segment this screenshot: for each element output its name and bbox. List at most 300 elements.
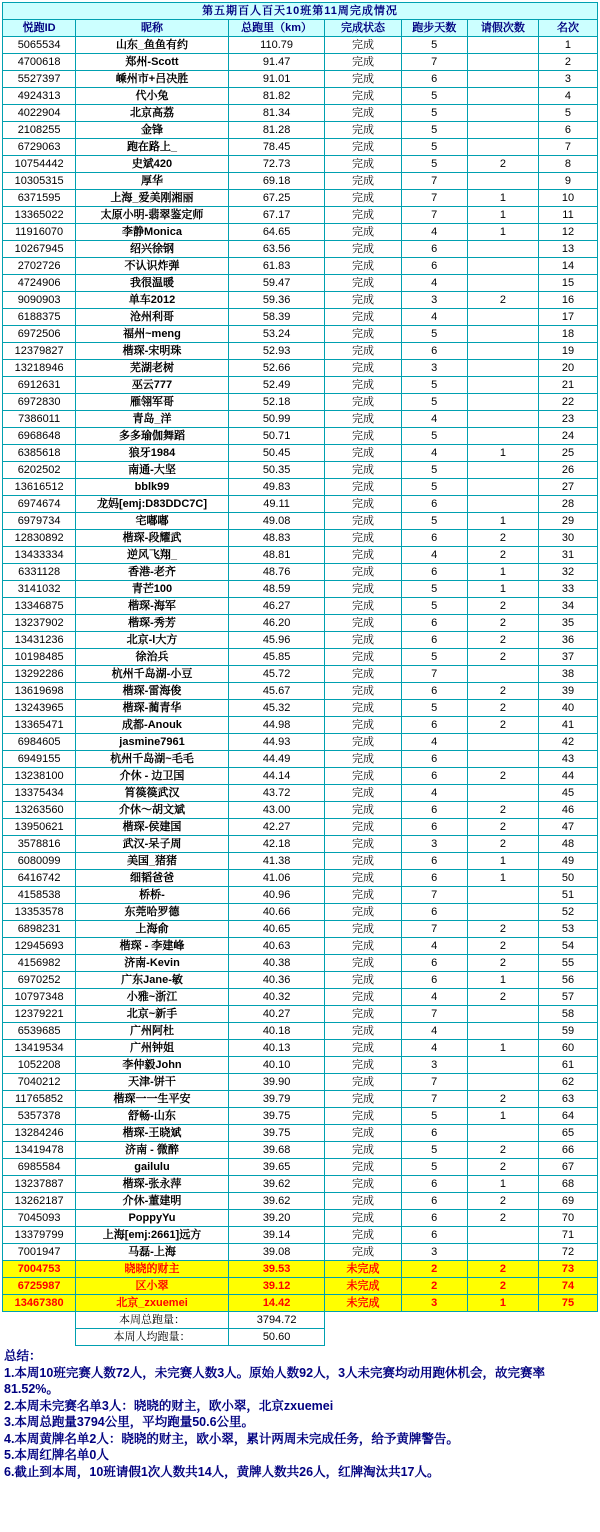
table-row [3, 428, 598, 445]
cell-distance: 67.25 [228, 190, 325, 207]
cell-rank: 23 [538, 411, 597, 428]
cell-rank: 67 [538, 1159, 597, 1176]
cell-status: 完成 [325, 717, 401, 734]
cell-rank: 61 [538, 1057, 597, 1074]
table-row [3, 683, 598, 700]
cell-id: 6984605 [3, 734, 76, 751]
table-row [3, 785, 598, 802]
cell-leaves: 2 [467, 938, 538, 955]
cell-nickname: 广州钟姐 [76, 1040, 229, 1057]
cell-status: 完成 [325, 972, 401, 989]
table-row [3, 751, 598, 768]
cell-status: 完成 [325, 309, 401, 326]
cell-id: 4022904 [3, 105, 76, 122]
cell-rank: 9 [538, 173, 597, 190]
cell-status: 完成 [325, 1244, 401, 1261]
cell-rank: 17 [538, 309, 597, 326]
table-row [3, 190, 598, 207]
cell-status: 完成 [325, 1074, 401, 1091]
average-distance-label: 本周人均跑量： [76, 1329, 229, 1346]
cell-distance: 40.38 [228, 955, 325, 972]
cell-days: 6 [401, 530, 467, 547]
cell-status: 完成 [325, 1006, 401, 1023]
cell-nickname: 天津-饼干 [76, 1074, 229, 1091]
cell-id: 2108255 [3, 122, 76, 139]
cell-id: 11765852 [3, 1091, 76, 1108]
cell-distance: 72.73 [228, 156, 325, 173]
cell-distance: 40.27 [228, 1006, 325, 1023]
table-row [3, 394, 598, 411]
cell-nickname: 青芒100 [76, 581, 229, 598]
cell-rank: 73 [538, 1261, 597, 1278]
cell-leaves: 1 [467, 972, 538, 989]
cell-distance: 44.98 [228, 717, 325, 734]
cell-nickname: 桥桥- [76, 887, 229, 904]
cell-id: 6371595 [3, 190, 76, 207]
cell-nickname: 宅嘟嘟 [76, 513, 229, 530]
cell-status: 完成 [325, 1176, 401, 1193]
cell-nickname: 福州~meng [76, 326, 229, 343]
cell-nickname: 上海俞 [76, 921, 229, 938]
cell-nickname: 楷琛-宋明珠 [76, 343, 229, 360]
cell-rank: 13 [538, 241, 597, 258]
cell-rank: 70 [538, 1210, 597, 1227]
cell-rank: 65 [538, 1125, 597, 1142]
summary-lines [4, 1365, 596, 1481]
table-row [3, 88, 598, 105]
cell-id: 6416742 [3, 870, 76, 887]
cell-nickname: 代小兔 [76, 88, 229, 105]
cell-rank: 12 [538, 224, 597, 241]
cell-id: 10754442 [3, 156, 76, 173]
cell-id: 6729063 [3, 139, 76, 156]
cell-rank: 31 [538, 547, 597, 564]
cell-distance: 40.96 [228, 887, 325, 904]
cell-status: 完成 [325, 1023, 401, 1040]
average-distance-row [3, 1329, 598, 1346]
cell-nickname: 北京高荔 [76, 105, 229, 122]
table-row [3, 275, 598, 292]
cell-status: 完成 [325, 224, 401, 241]
cell-status: 完成 [325, 496, 401, 513]
cell-nickname: 芜湖老树 [76, 360, 229, 377]
cell-id: 10305315 [3, 173, 76, 190]
cell-days: 4 [401, 1023, 467, 1040]
cell-status: 完成 [325, 598, 401, 615]
cell-distance: 48.76 [228, 564, 325, 581]
cell-id: 6202502 [3, 462, 76, 479]
cell-leaves: 2 [467, 530, 538, 547]
cell-leaves [467, 751, 538, 768]
cell-status: 完成 [325, 1210, 401, 1227]
cell-leaves [467, 360, 538, 377]
cell-nickname: 区小翠 [76, 1278, 229, 1295]
cell-status: 完成 [325, 683, 401, 700]
cell-status: 完成 [325, 1227, 401, 1244]
cell-days: 5 [401, 1142, 467, 1159]
cell-status: 完成 [325, 445, 401, 462]
cell-rank: 64 [538, 1108, 597, 1125]
cell-id: 13950621 [3, 819, 76, 836]
cell-days: 7 [401, 921, 467, 938]
cell-status: 完成 [325, 700, 401, 717]
cell-leaves [467, 428, 538, 445]
cell-rank: 11 [538, 207, 597, 224]
cell-id: 13619698 [3, 683, 76, 700]
cell-leaves: 2 [467, 632, 538, 649]
cell-distance: 81.34 [228, 105, 325, 122]
cell-days: 5 [401, 139, 467, 156]
table-row [3, 360, 598, 377]
cell-id: 13379799 [3, 1227, 76, 1244]
cell-id: 6968648 [3, 428, 76, 445]
cell-distance: 81.28 [228, 122, 325, 139]
cell-status: 完成 [325, 666, 401, 683]
cell-leaves: 2 [467, 819, 538, 836]
cell-id: 6331128 [3, 564, 76, 581]
cell-distance: 39.79 [228, 1091, 325, 1108]
cell-rank: 59 [538, 1023, 597, 1040]
cell-id: 6385618 [3, 445, 76, 462]
cell-distance: 45.96 [228, 632, 325, 649]
cell-status: 完成 [325, 275, 401, 292]
cell-status: 完成 [325, 411, 401, 428]
cell-leaves [467, 122, 538, 139]
cell-days: 3 [401, 1295, 467, 1312]
cell-rank: 74 [538, 1278, 597, 1295]
cell-distance: 58.39 [228, 309, 325, 326]
spacer-cell [401, 1312, 467, 1329]
cell-distance: 43.72 [228, 785, 325, 802]
cell-id: 6725987 [3, 1278, 76, 1295]
table-row [3, 1193, 598, 1210]
cell-days: 6 [401, 955, 467, 972]
cell-rank: 60 [538, 1040, 597, 1057]
cell-status: 完成 [325, 105, 401, 122]
cell-status: 未完成 [325, 1295, 401, 1312]
table-row [3, 768, 598, 785]
cell-id: 12379221 [3, 1006, 76, 1023]
cell-id: 13616512 [3, 479, 76, 496]
cell-nickname: 介休～胡文斌 [76, 802, 229, 819]
cell-leaves: 1 [467, 564, 538, 581]
cell-leaves: 2 [467, 989, 538, 1006]
cell-distance: 44.14 [228, 768, 325, 785]
cell-leaves: 2 [467, 292, 538, 309]
cell-leaves [467, 462, 538, 479]
cell-status: 完成 [325, 734, 401, 751]
cell-leaves [467, 394, 538, 411]
table-row [3, 343, 598, 360]
table-row [3, 1227, 598, 1244]
cell-leaves [467, 496, 538, 513]
cell-days: 6 [401, 870, 467, 887]
cell-id: 13419478 [3, 1142, 76, 1159]
cell-nickname: 细韬爸爸 [76, 870, 229, 887]
cell-nickname: 跑在路上_ [76, 139, 229, 156]
summary-line: 5.本周红牌名单0人 [4, 1448, 109, 1462]
cell-leaves: 2 [467, 1278, 538, 1295]
cell-leaves: 1 [467, 207, 538, 224]
cell-status: 未完成 [325, 1261, 401, 1278]
cell-leaves: 2 [467, 836, 538, 853]
cell-rank: 16 [538, 292, 597, 309]
cell-nickname: 楷琛一一生平安 [76, 1091, 229, 1108]
cell-leaves [467, 1057, 538, 1074]
cell-status: 完成 [325, 1091, 401, 1108]
cell-id: 9090903 [3, 292, 76, 309]
cell-days: 6 [401, 717, 467, 734]
cell-nickname: 杭州千岛湖~毛毛 [76, 751, 229, 768]
cell-status: 完成 [325, 785, 401, 802]
cell-days: 4 [401, 547, 467, 564]
cell-distance: 48.83 [228, 530, 325, 547]
cell-days: 7 [401, 173, 467, 190]
table-row-unfinished [3, 1295, 598, 1312]
cell-id: 6188375 [3, 309, 76, 326]
cell-id: 7001947 [3, 1244, 76, 1261]
table-row [3, 649, 598, 666]
spacer-cell [538, 1312, 597, 1329]
cell-distance: 52.18 [228, 394, 325, 411]
cell-nickname: 马磊-上海 [76, 1244, 229, 1261]
cell-nickname: 沧州利哥 [76, 309, 229, 326]
cell-days: 5 [401, 513, 467, 530]
cell-leaves [467, 309, 538, 326]
cell-status: 完成 [325, 853, 401, 870]
cell-id: 13375434 [3, 785, 76, 802]
table-row [3, 904, 598, 921]
cell-nickname: 楷琛-侯建国 [76, 819, 229, 836]
cell-status: 完成 [325, 751, 401, 768]
cell-status: 完成 [325, 190, 401, 207]
table-row [3, 513, 598, 530]
cell-days: 4 [401, 989, 467, 1006]
cell-days: 5 [401, 377, 467, 394]
column-header-rank: 名次 [538, 20, 597, 37]
cell-status: 完成 [325, 122, 401, 139]
cell-days: 6 [401, 972, 467, 989]
cell-distance: 40.10 [228, 1057, 325, 1074]
cell-leaves: 2 [467, 921, 538, 938]
cell-id: 7040212 [3, 1074, 76, 1091]
cell-rank: 29 [538, 513, 597, 530]
table-row [3, 173, 598, 190]
cell-id: 10198485 [3, 649, 76, 666]
cell-id: 7045093 [3, 1210, 76, 1227]
cell-rank: 68 [538, 1176, 597, 1193]
cell-nickname: 徐治兵 [76, 649, 229, 666]
cell-nickname: 史斌420 [76, 156, 229, 173]
cell-rank: 54 [538, 938, 597, 955]
table-row [3, 564, 598, 581]
cell-id: 10797348 [3, 989, 76, 1006]
cell-status: 完成 [325, 547, 401, 564]
table-row [3, 445, 598, 462]
cell-nickname: 广州阿杜 [76, 1023, 229, 1040]
cell-leaves [467, 1244, 538, 1261]
cell-status: 完成 [325, 921, 401, 938]
cell-rank: 21 [538, 377, 597, 394]
cell-id: 6080099 [3, 853, 76, 870]
cell-distance: 110.79 [228, 37, 325, 54]
cell-distance: 39.90 [228, 1074, 325, 1091]
cell-leaves: 1 [467, 853, 538, 870]
table-row [3, 972, 598, 989]
cell-nickname: 楷琛-秀芳 [76, 615, 229, 632]
cell-rank: 22 [538, 394, 597, 411]
table-row [3, 530, 598, 547]
cell-distance: 61.83 [228, 258, 325, 275]
cell-rank: 34 [538, 598, 597, 615]
cell-rank: 43 [538, 751, 597, 768]
cell-rank: 66 [538, 1142, 597, 1159]
cell-days: 6 [401, 1193, 467, 1210]
cell-nickname: 太原小明-翡翠鉴定师 [76, 207, 229, 224]
cell-days: 4 [401, 309, 467, 326]
cell-status: 完成 [325, 938, 401, 955]
cell-rank: 39 [538, 683, 597, 700]
cell-rank: 42 [538, 734, 597, 751]
cell-leaves [467, 666, 538, 683]
table-row [3, 479, 598, 496]
cell-distance: 49.08 [228, 513, 325, 530]
cell-rank: 55 [538, 955, 597, 972]
cell-days: 6 [401, 71, 467, 88]
cell-distance: 59.36 [228, 292, 325, 309]
cell-distance: 39.62 [228, 1176, 325, 1193]
cell-nickname: 筲篌篌武汉 [76, 785, 229, 802]
cell-id: 5357378 [3, 1108, 76, 1125]
cell-nickname: 金锋 [76, 122, 229, 139]
cell-nickname: 杭州千岛湖-小豆 [76, 666, 229, 683]
cell-rank: 38 [538, 666, 597, 683]
cell-nickname: 香港-老齐 [76, 564, 229, 581]
cell-leaves: 1 [467, 190, 538, 207]
table-row [3, 1023, 598, 1040]
cell-days: 5 [401, 462, 467, 479]
cell-distance: 41.38 [228, 853, 325, 870]
cell-leaves: 2 [467, 1193, 538, 1210]
cell-distance: 42.18 [228, 836, 325, 853]
cell-days: 5 [401, 394, 467, 411]
cell-days: 5 [401, 88, 467, 105]
cell-leaves [467, 1023, 538, 1040]
cell-status: 完成 [325, 139, 401, 156]
cell-leaves: 1 [467, 1108, 538, 1125]
table-row [3, 258, 598, 275]
cell-days: 5 [401, 581, 467, 598]
cell-status: 完成 [325, 1108, 401, 1125]
cell-leaves: 2 [467, 156, 538, 173]
cell-status: 完成 [325, 71, 401, 88]
cell-status: 完成 [325, 904, 401, 921]
summary-heading: 总结： [4, 1349, 42, 1363]
cell-leaves: 2 [467, 768, 538, 785]
cell-leaves [467, 343, 538, 360]
cell-rank: 10 [538, 190, 597, 207]
cell-nickname: 多多瑜伽舞蹈 [76, 428, 229, 445]
cell-leaves [467, 88, 538, 105]
cell-rank: 45 [538, 785, 597, 802]
cell-rank: 33 [538, 581, 597, 598]
cell-rank: 27 [538, 479, 597, 496]
cell-rank: 57 [538, 989, 597, 1006]
cell-leaves: 1 [467, 224, 538, 241]
cell-days: 7 [401, 1006, 467, 1023]
column-header-id: 悦跑ID [3, 20, 76, 37]
cell-leaves [467, 275, 538, 292]
cell-leaves: 2 [467, 802, 538, 819]
table-row [3, 71, 598, 88]
cell-days: 3 [401, 292, 467, 309]
table-row [3, 139, 598, 156]
table-row [3, 105, 598, 122]
cell-distance: 81.82 [228, 88, 325, 105]
cell-status: 完成 [325, 802, 401, 819]
cell-days: 6 [401, 615, 467, 632]
cell-id: 13263560 [3, 802, 76, 819]
table-row [3, 1125, 598, 1142]
cell-distance: 53.24 [228, 326, 325, 343]
data-rows [3, 37, 598, 1312]
column-header-status: 完成状态 [325, 20, 401, 37]
cell-days: 5 [401, 428, 467, 445]
cell-leaves [467, 1125, 538, 1142]
cell-distance: 67.17 [228, 207, 325, 224]
cell-leaves [467, 241, 538, 258]
cell-leaves [467, 105, 538, 122]
cell-rank: 49 [538, 853, 597, 870]
cell-leaves: 1 [467, 513, 538, 530]
cell-days: 4 [401, 224, 467, 241]
summary-line: 6.截止到本周，10班请假1次人数共14人，黄牌人数共26人，红牌淘汰共17人。 [4, 1464, 440, 1479]
totals-body [3, 1312, 598, 1346]
table-row [3, 836, 598, 853]
cell-id: 6972506 [3, 326, 76, 343]
cell-id: 13237887 [3, 1176, 76, 1193]
total-distance-row [3, 1312, 598, 1329]
table-row [3, 326, 598, 343]
cell-id: 13365022 [3, 207, 76, 224]
cell-rank: 48 [538, 836, 597, 853]
cell-id: 3578816 [3, 836, 76, 853]
cell-days: 7 [401, 190, 467, 207]
cell-status: 完成 [325, 173, 401, 190]
table-row [3, 1091, 598, 1108]
cell-status: 完成 [325, 989, 401, 1006]
cell-rank: 35 [538, 615, 597, 632]
cell-leaves [467, 139, 538, 156]
cell-rank: 28 [538, 496, 597, 513]
cell-id: 7004753 [3, 1261, 76, 1278]
cell-days: 5 [401, 1108, 467, 1125]
cell-status: 完成 [325, 326, 401, 343]
cell-distance: 39.53 [228, 1261, 325, 1278]
column-header-distance: 总跑里（km） [228, 20, 325, 37]
cell-distance: 39.65 [228, 1159, 325, 1176]
cell-distance: 39.62 [228, 1193, 325, 1210]
cell-leaves [467, 54, 538, 71]
cell-distance: 52.66 [228, 360, 325, 377]
cell-leaves: 2 [467, 649, 538, 666]
cell-days: 6 [401, 904, 467, 921]
cell-status: 完成 [325, 887, 401, 904]
cell-days: 5 [401, 122, 467, 139]
cell-nickname: 介休-董建明 [76, 1193, 229, 1210]
cell-nickname: 上海_爱美刚湘丽 [76, 190, 229, 207]
cell-id: 4700618 [3, 54, 76, 71]
